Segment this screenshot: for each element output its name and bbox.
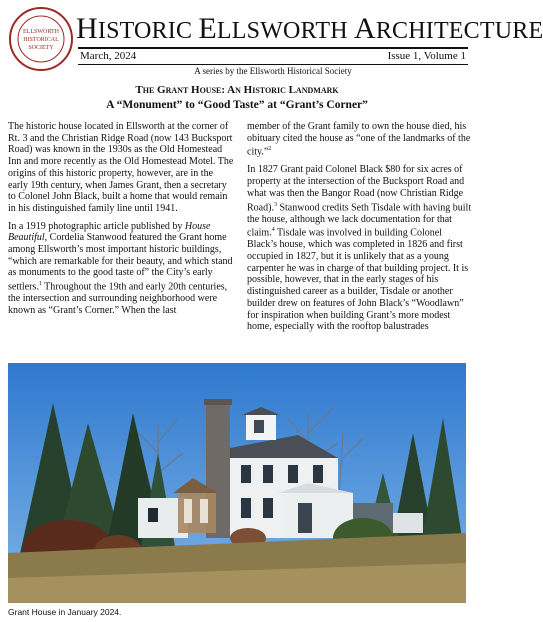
series-line: A series by the Ellsworth Historical Society bbox=[194, 66, 352, 76]
seal-line-3: SOCIETY bbox=[28, 45, 54, 51]
issue-date: March, 2024 bbox=[80, 50, 137, 62]
article-column-left bbox=[8, 121, 234, 323]
grant-house-photo bbox=[8, 363, 466, 603]
seal-line-1: ELLSWORTH bbox=[23, 29, 59, 35]
article-column-right bbox=[247, 121, 473, 339]
title-rule-top bbox=[78, 47, 468, 49]
photo-caption: Grant House in January 2024. bbox=[8, 607, 122, 617]
footnote-ref: 3 bbox=[273, 201, 277, 208]
article-subhead: A “Monument” to “Good Taste” at “Grant’s Corner” bbox=[106, 99, 368, 111]
article-headline: The Grant House: An Historic Landmark bbox=[135, 84, 339, 96]
masthead bbox=[0, 0, 543, 80]
historical-society-seal bbox=[8, 6, 74, 72]
newsletter-title: HISTORIC ELLSWORTH ARCHITECTURE bbox=[76, 12, 543, 45]
title-rule-bottom bbox=[78, 64, 468, 65]
issue-row bbox=[80, 50, 466, 62]
footnote-ref: 1 bbox=[38, 281, 42, 288]
paragraph: The historic house located in Ellsworth at the corner of Rt. 3 and the Christian Ridge Road (now 143 Bucksport Road) was known in the 1930s as the Old Homestead Inn and more recently as the Old Homestead Motel. The origins of this historic property, however, are in the early 19th century, when James Grant, then a secretary to Colonel John Black, built a home that would remain in his distinguished family line until 1941. bbox=[8, 121, 234, 214]
paragraph: In 1827 Grant paid Colonel Black $80 for six acres of property at the intersection of the Bucksport Road and what was then the Bangor Road (now Christian Ridge Road).$^3$ Stanwood credits Seth Tisdale with having built the house, although we lack documentation for that claim.$^4$ Tisdale was involved in building Colonel Black’s house, which was completed in 1826 and first occupied in 1827, but it is unlikely that as a young carpenter he was in charge of that building project. It is possible, however, that in the early stages of his distinguished career as a builder, Tisdale or another builder drew on features of John Black’s “Woodlawn” for inspiration when building Grant’s more modest home, especially with the rooftop balustrades bbox=[247, 164, 472, 333]
house-illustration bbox=[8, 363, 466, 603]
paragraph: In a 1919 photographic article published by House Beautiful, Cordelia Stanwood featured the Grant home among Ellsworth’s most important historic buildings, “which are remarkable for their beauty, and which stand as monuments to the good taste of” the City’s early settlers.$^1$ Throughout the 19th and early 20th centuries, the intersection and surrounding neighborhood were known as “Grant’s Corner.” When the last bbox=[8, 220, 233, 316]
issue-number: Issue 1, Volume 1 bbox=[387, 50, 466, 62]
footnote-ref: 2 bbox=[268, 146, 272, 153]
seal-line-2: HISTORICAL bbox=[23, 37, 59, 43]
paragraph: member of the Grant family to own the house died, his obituary cited the house as “one of the landmarks of the city.”$^2$ bbox=[247, 121, 471, 158]
footnote-ref: 4 bbox=[271, 227, 275, 234]
